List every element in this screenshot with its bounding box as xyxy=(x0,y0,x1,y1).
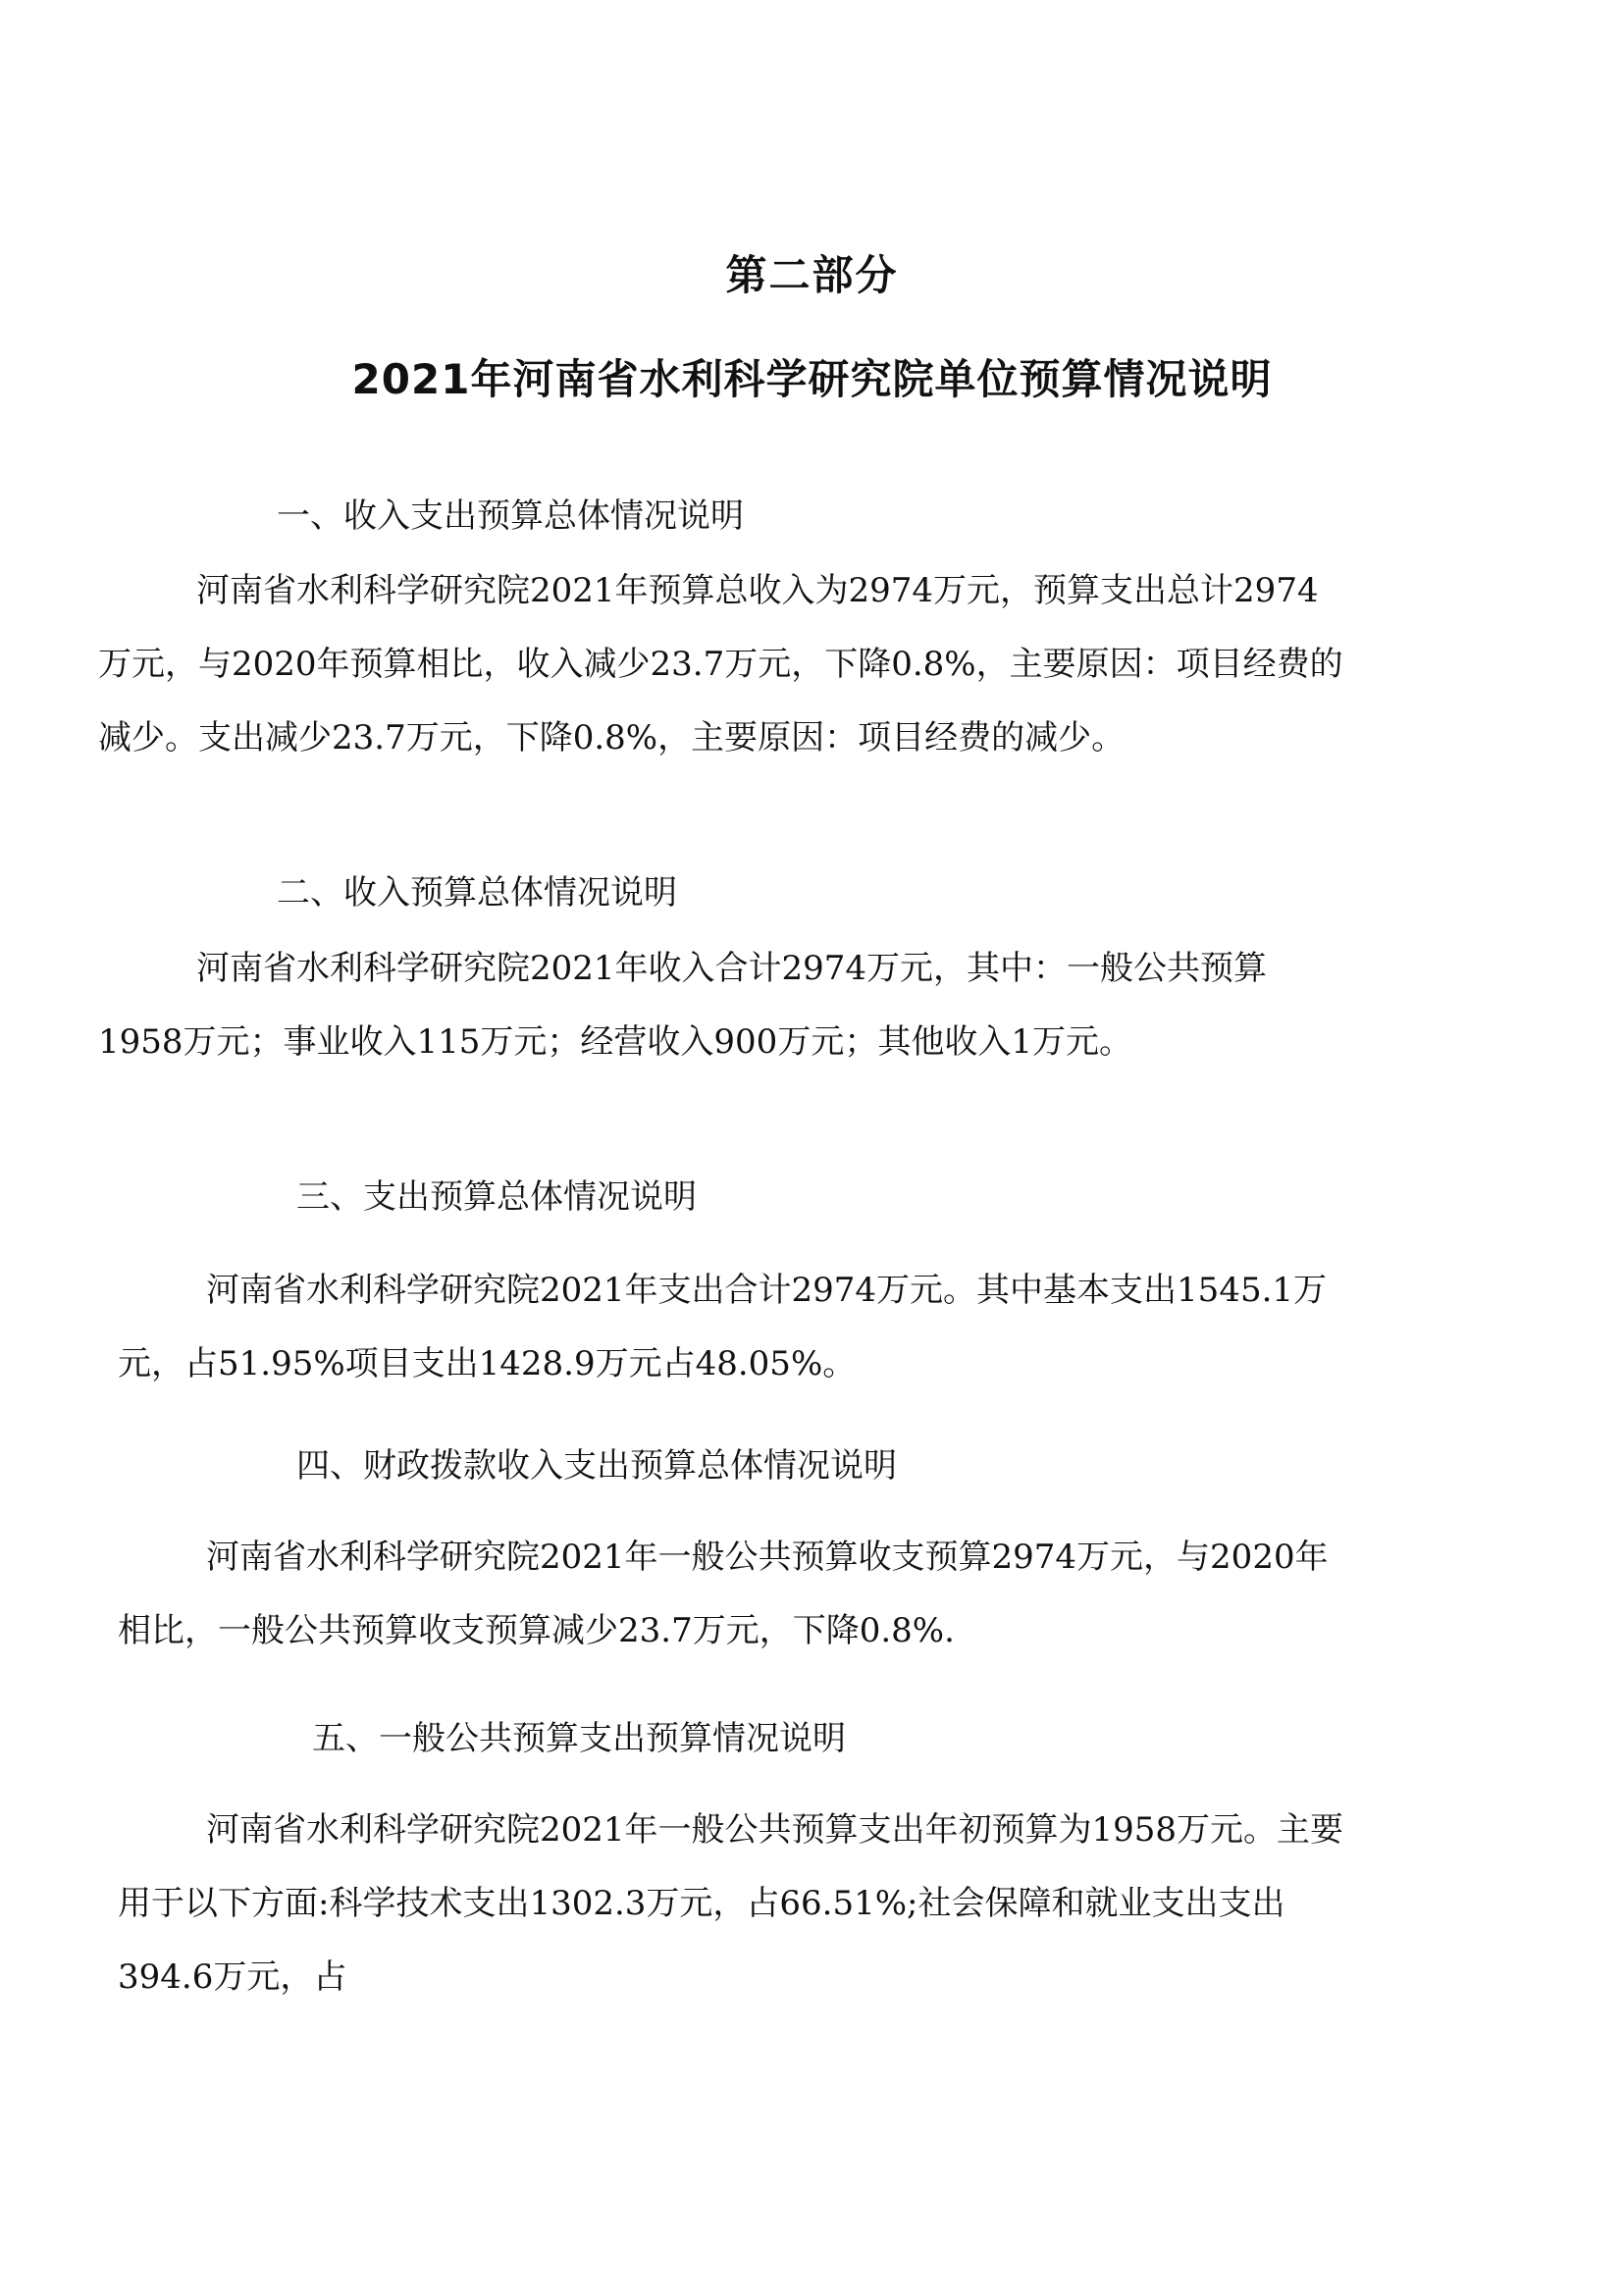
section-body-5: 河南省水利科学研究院2021年一般公共预算支出年初预算为1958万元。主要用于以下方面:科学技术支出1302.3万元，占66.51%;社会保障和就业支出支出394.6万元，占 xyxy=(118,1810,1344,1997)
section-heading-2: 二、收入预算总体情况说明 xyxy=(277,873,677,913)
section-heading-3: 三、支出预算总体情况说明 xyxy=(296,1177,697,1217)
section-heading-1: 一、收入支出预算总体情况说明 xyxy=(277,496,744,536)
section-body-3: 河南省水利科学研究院2021年支出合计2974万元。其中基本支出1545.1万元，占51.95%项目支出1428.9万元占48.05%。 xyxy=(118,1271,1328,1383)
main-title: 2021年河南省水利科学研究院单位预算情况说明 xyxy=(351,355,1273,403)
section-body-1: 河南省水利科学研究院2021年预算总收入为2974万元，预算支出总计2974万元，与2020年预算相比，收入减少23.7万元，下降0.8%，主要原因：项目经费的减少。支出减少23.7万元，下降0.8%，主要原因：项目经费的减少。 xyxy=(98,571,1343,757)
section-body-4: 河南省水利科学研究院2021年一般公共预算收支预算2974万元，与2020年相比，一般公共预算收支预算减少23.7万元，下降0.8%. xyxy=(118,1538,1329,1650)
section-heading-5: 五、一般公共预算支出预算情况说明 xyxy=(312,1719,846,1758)
section-heading-4: 四、财政拨款收入支出预算总体情况说明 xyxy=(296,1446,897,1486)
section-body-2: 河南省水利科学研究院2021年收入合计2974万元，其中：一般公共预算1958万元；事业收入115万元；经营收入900万元；其他收入1万元。 xyxy=(98,949,1268,1062)
part-title: 第二部分 xyxy=(725,251,899,299)
